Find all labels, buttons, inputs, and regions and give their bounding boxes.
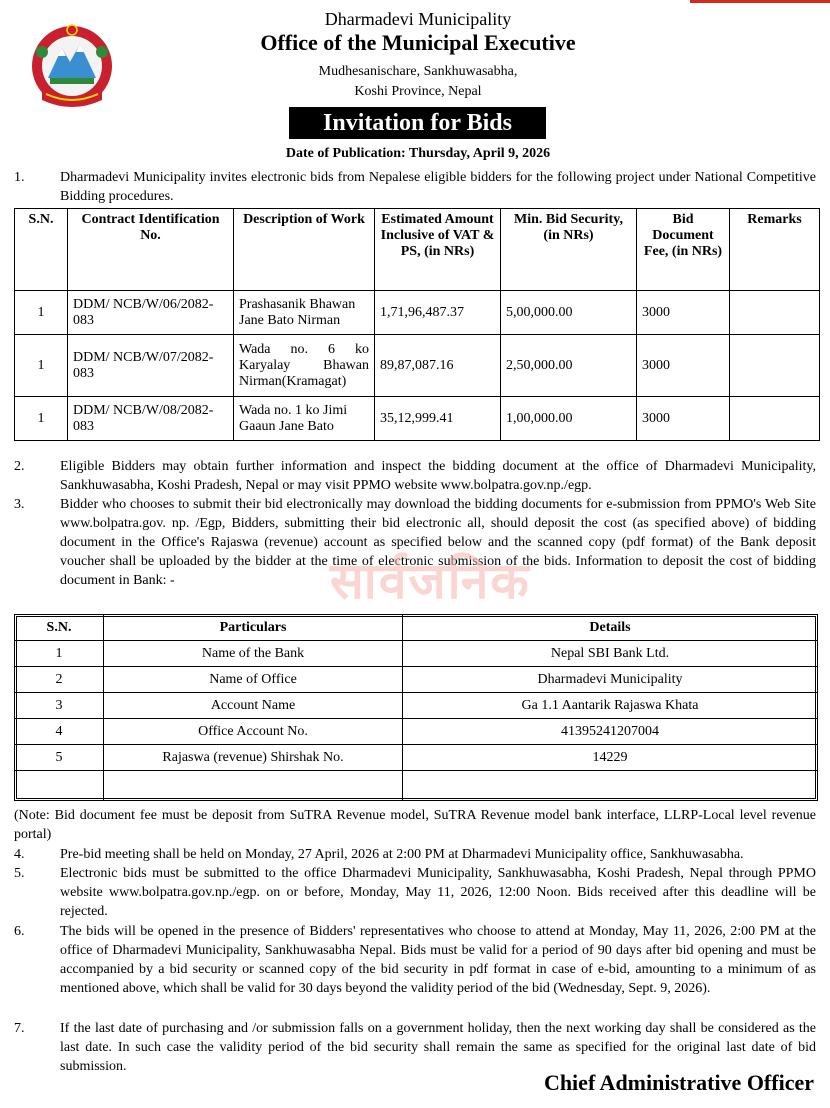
bank-cell-details: 14229 [403,745,818,771]
bank-cell-details [403,771,818,801]
para-3-number: 3. [14,497,25,512]
cell-security: 1,00,000.00 [501,397,637,441]
bank-cell-particulars: Office Account No. [104,719,403,745]
cell-sn: 1 [15,291,68,335]
bank-cell-sn: 5 [15,745,104,771]
bank-cell-particulars: Name of the Bank [104,641,403,667]
bank-cell-particulars [104,771,403,801]
cell-description: Wada no. 6 ko Karyalay Bhawan Nirman(Kramagat) [234,335,375,397]
para-1-number: 1. [14,170,25,185]
municipality-name: Dharmadevi Municipality [324,9,512,29]
table-row [15,745,818,771]
bank-details-table [14,614,818,801]
bank-cell-particulars: Rajaswa (revenue) Shirshak No. [104,745,403,771]
para-4: Pre-bid meeting shall be held on Monday, 27 April, 2026 at 2:00 PM at Dharmadevi Municipality office, Sankhuwasabha. [60,847,744,862]
table-row [15,641,818,667]
cell-security: 5,00,000.00 [501,291,637,335]
cell-contract: DDM/ NCB/W/07/2082-083 [68,335,234,397]
cell-estimated: 1,71,96,487.37 [375,291,501,335]
bank-header-sn: S.N. [15,615,104,641]
cell-remarks [730,397,820,441]
para-2: Eligible Bidders may obtain further information and inspect the bidding document at the office of Dharmadevi Municipality, Sankhuwasabha, Koshi Pradesh, Nepal or may visit PPMO website www.bolpatra.gov.np./egp. [60,459,816,493]
para-5-number: 5. [14,866,25,881]
cell-contract: DDM/ NCB/W/06/2082-083 [68,291,234,335]
bank-cell-details: 41395241207004 [403,719,818,745]
header-remarks: Remarks [730,209,820,291]
watermark: सार्वजनिक [330,552,531,610]
para-2-number: 2. [14,459,25,474]
para-1: Dharmadevi Municipality invites electronic bids from Nepalese eligible bidders for the following project under National Competitive Bidding procedures. [60,170,816,204]
notice-title: Invitation for Bids [289,107,546,139]
bank-cell-sn: 4 [15,719,104,745]
para-5: Electronic bids must be submitted to the office Dharmadevi Municipality, Sankhuwasabha, Koshi Pradesh, Nepal through PPMO website www.bolpatra.gov.np./egp. on or before, Monday, May 11, 2026, 12:00 Noon. Bids received after this deadline will be rejected. [60,866,816,919]
cell-estimated: 89,87,087.16 [375,335,501,397]
header-estimated: Estimated Amount Inclusive of VAT & PS, (in NRs) [375,209,501,291]
table-row [15,719,818,745]
cell-remarks [730,291,820,335]
address-line-1: Mudhesanischare, Sankhuwasabha, [318,64,518,79]
table-row [15,291,820,335]
table-row [15,667,818,693]
header-description: Description of Work [234,209,375,291]
signatory-title: Chief Administrative Officer [543,1070,814,1095]
para-7-number: 7. [14,1021,25,1036]
office-name: Office of the Municipal Executive [260,30,576,55]
corner-mark [690,0,830,3]
table-row [15,397,820,441]
bids-table [14,208,820,441]
address-line-2: Koshi Province, Nepal [354,84,482,99]
para-6: The bids will be opened in the presence of Bidders' representatives who choose to attend at Monday, May 11, 2026, 2:00 PM at the office of Dharmadevi Municipality, Sankhuwasabha Nepal. Bids must be valid for a period of 90 days after bid opening and must be accompanied by a bid security or scanned copy of the bid security in pdf format in case of e-bid, amounting to a minimum of as mentioned above, which shall be valid for 30 days beyond the validity period of the bid (Wednesday, Sept. 9, 2026). [60,924,816,996]
table-row [15,693,818,719]
bank-header-particulars: Particulars [104,615,403,641]
cell-security: 2,50,000.00 [501,335,637,397]
bank-cell-particulars: Name of Office [104,667,403,693]
para-4-number: 4. [14,847,25,862]
para-3: Bidder who chooses to submit their bid electronically may download the bidding documents for e-submission from PPMO's Web Site www.bolpatra.gov. np. /Egp, Bidders, submitting their bid electronic all, should deposit the cost (as specified above) of bidding document in the Office's Rajaswa (revenue) account as specified below and the scanned copy (pdf format) of the Bank deposit voucher shall be uploaded by the bidder at the time of electronic submission of the bids. Information to deposit the cost of bidding document in Bank: - [60,497,816,588]
table-row [15,771,818,801]
bank-cell-details: Nepal SBI Bank Ltd. [403,641,818,667]
cell-fee: 3000 [637,397,730,441]
bank-cell-sn [15,771,104,801]
para-7: If the last date of purchasing and /or submission falls on a government holiday, then the next working day shall be considered as the last date. In such case the validity period of the bid security shall remain the same as specified for the original last date of bid submission. [60,1021,816,1074]
cell-sn: 1 [15,397,68,441]
cell-description: Prashasanik Bhawan Jane Bato Nirman [234,291,375,335]
table-row [15,335,820,397]
cell-contract: DDM/ NCB/W/08/2082-083 [68,397,234,441]
bank-cell-details: Ga 1.1 Aantarik Rajaswa Khata [403,693,818,719]
publication-date: Date of Publication: Thursday, April 9, 2026 [285,146,551,161]
cell-fee: 3000 [637,335,730,397]
bank-cell-sn: 2 [15,667,104,693]
cell-sn: 1 [15,335,68,397]
bank-cell-particulars: Account Name [104,693,403,719]
header-sn: S.N. [15,209,68,291]
para-6-number: 6. [14,924,25,939]
cell-fee: 3000 [637,291,730,335]
cell-description: Wada no. 1 ko Jimi Gaaun Jane Bato [234,397,375,441]
bank-cell-details: Dharmadevi Municipality [403,667,818,693]
fee-note: (Note: Bid document fee must be deposit from SuTRA Revenue model, SuTRA Revenue model bank interface, LLRP-Local level revenue portal) [14,808,816,842]
header-contract: Contract Identification No. [68,209,234,291]
bank-header-details: Details [403,615,818,641]
header-security: Min. Bid Security, (in NRs) [501,209,637,291]
cell-estimated: 35,12,999.41 [375,397,501,441]
header-fee: Bid Document Fee, (in NRs) [637,209,730,291]
cell-remarks [730,335,820,397]
bank-cell-sn: 1 [15,641,104,667]
bank-cell-sn: 3 [15,693,104,719]
letterhead [0,8,830,102]
